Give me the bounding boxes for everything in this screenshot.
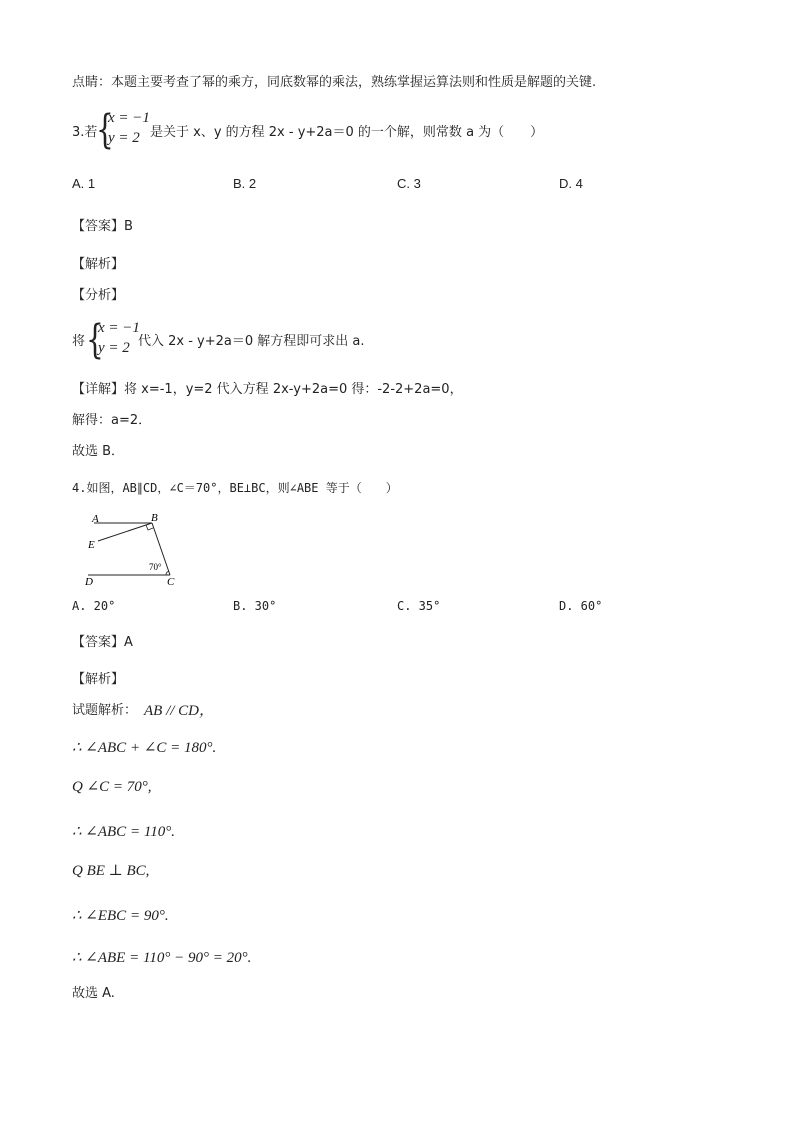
q4-line-2: Q ∠C = 70°, (72, 779, 152, 795)
q3-fenxi-system-line1: x = −1 (98, 320, 140, 336)
q3-fenxi-system-line2: y = 2 (98, 340, 130, 356)
label-e: E (88, 539, 95, 551)
q4-choose-text: 故选 A. (72, 986, 115, 1001)
angle-arc (166, 571, 169, 575)
q3-detail (72, 381, 463, 399)
q4-option-d: D. 60° (559, 599, 603, 613)
q3-option-d: D. 4 (559, 176, 583, 191)
q3-choose-text: 故选 B． (72, 444, 125, 459)
q4-question: 4.如图，AB∥CD，∠C＝70°，BE⊥BC，则∠ABE 等于（ ） (72, 481, 398, 495)
q3-option-b: B. 2 (233, 176, 257, 191)
brace-icon: { (86, 317, 104, 363)
q4-line-3: ∴ ∠ABC = 110°. (72, 824, 175, 840)
q4-answer (72, 634, 133, 652)
q3-answer-label: 【答案】 (72, 219, 125, 234)
q4-answer-label: 【答案】 (72, 635, 125, 650)
q4-line-1: ∴ ∠ABC + ∠C = 180°. (72, 740, 217, 756)
q3-detail-label: 【详解】 (72, 382, 125, 397)
q3-answer-value: B (124, 219, 133, 234)
q4-answer-value: A (124, 635, 133, 650)
q3-system (96, 107, 156, 154)
q3-option-c: C. 3 (397, 176, 421, 191)
q3-answer (72, 218, 133, 236)
right-angle-mark (146, 525, 153, 530)
q3-fenxi-system (86, 317, 146, 364)
angle-label: 70° (149, 562, 162, 572)
q3-prefix: 3.若 (72, 125, 98, 140)
q4-figure (80, 506, 190, 592)
q3-detail-text: 将 x=-1，y=2 代入方程 2x-y+2a=0 得：-2-2+2a=0， (124, 382, 463, 397)
q4-option-a: A. 20° (72, 599, 116, 613)
label-b: B (151, 512, 158, 524)
q3-fenxi-text: 代入 2x - y+2a＝0 解方程即可求出 a. (138, 334, 365, 349)
q3-system-line2: y = 2 (108, 130, 140, 146)
q3-fenxi-label: 【分析】 (72, 288, 125, 303)
q4-line-5: ∴ ∠EBC = 90°. (72, 908, 169, 924)
q3-text: 是关于 x、y 的方程 2x - y+2a＝0 的一个解，则常数 a 为（ ） (150, 125, 544, 140)
q4-line-4: Q BE ⊥ BC, (72, 863, 150, 879)
q4-jiexi-label: 【解析】 (72, 672, 125, 687)
q3-solve-text: 解得：a=2． (72, 413, 152, 428)
q3-fenxi-prefix: 将 (72, 334, 86, 349)
label-a: A (92, 513, 99, 525)
q4-line-0: AB // CD， (144, 703, 214, 719)
q3-jiexi-label: 【解析】 (72, 257, 125, 272)
brace-icon: { (96, 107, 114, 153)
q4-option-c: C. 35° (397, 599, 441, 613)
label-d: D (85, 576, 93, 588)
q4-line-6: ∴ ∠ABE = 110° − 90° = 20°. (72, 950, 252, 966)
line-be (98, 523, 152, 541)
label-c: C (167, 576, 175, 588)
q3-system-line1: x = −1 (108, 110, 150, 126)
q3-option-a: A. 1 (72, 176, 96, 191)
q4-intro: 试题解析： (72, 703, 138, 718)
dianjing-text: 点睛：本题主要考查了幂的乘方，同底数幂的乘法，熟练掌握运算法则和性质是解题的关键. (72, 75, 597, 90)
q4-option-b: B. 30° (233, 599, 277, 613)
